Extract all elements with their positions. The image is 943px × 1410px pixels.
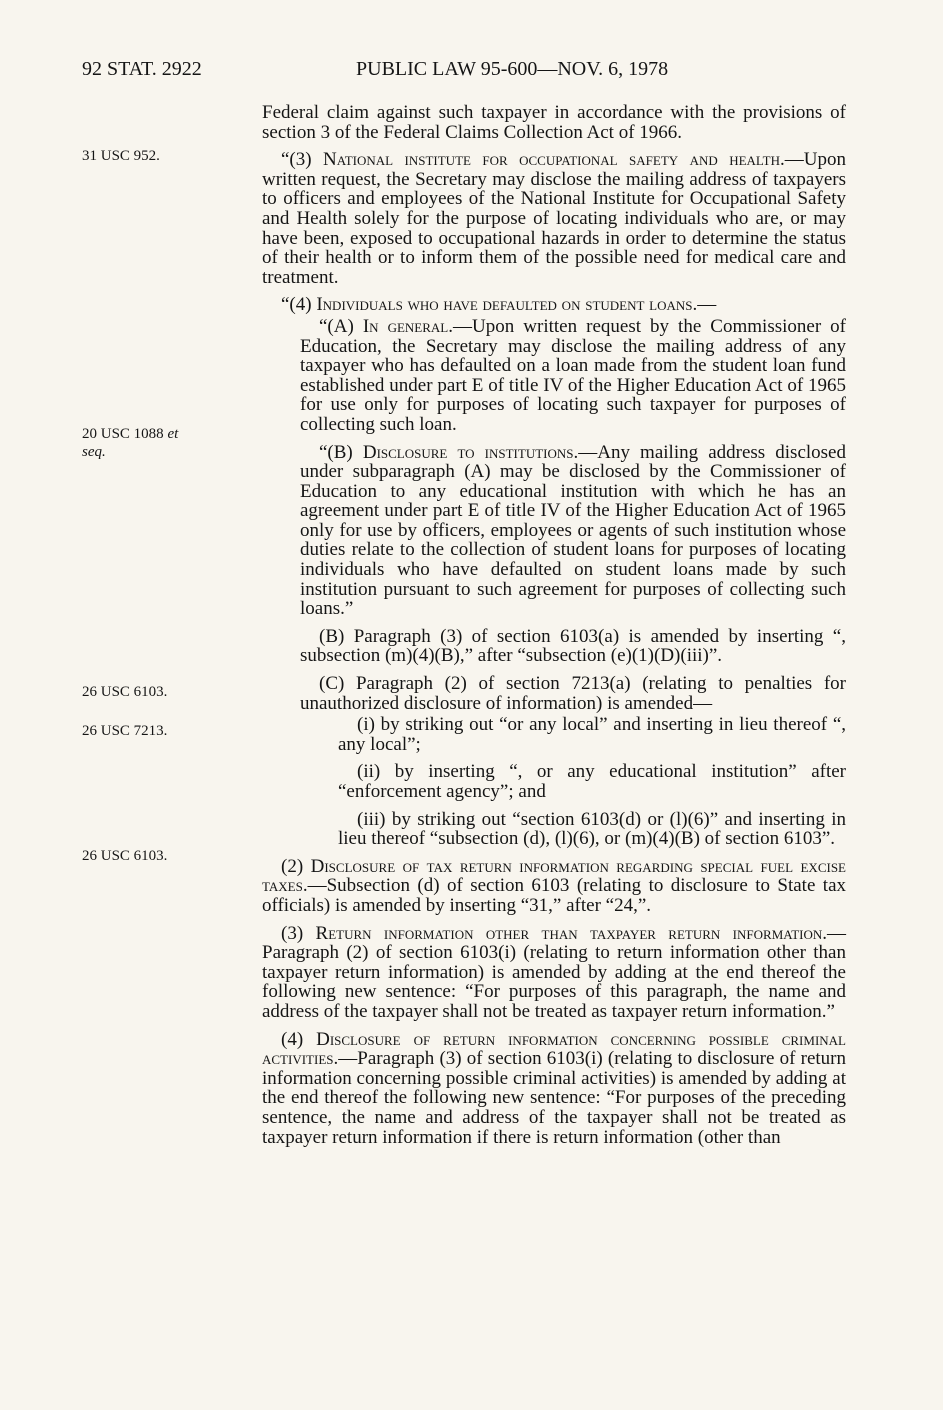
body-return-information: —Paragraph (2) of section 6103(i) (relating to return information other than taxpayer return information) is amended by adding at the end thereof the following new sentence: “For purposes of this paragraph, the name and address of the taxpayer shall not be treated as taxpayer return information.” (262, 922, 846, 1022)
heading-criminal-activities: (4) Disclosure of return information concerning possible criminal activities. (262, 1028, 846, 1070)
margin-note-26-usc-7213: 26 USC 7213. (82, 723, 168, 739)
heading-student-loans (262, 295, 846, 315)
heading-disclosure-institutions: “(B) Disclosure to institutions. (319, 441, 579, 463)
margin-note-20-usc-1088 (82, 425, 178, 461)
paragraph-amend-6103a: (B) Paragraph (3) of section 6103(a) is amended by inserting “, subsection (m)(4)(B),” after “subsection (e)(1)(D)(iii)”. (300, 625, 846, 667)
paragraph-criminal-activities (262, 1030, 846, 1148)
page-header (0, 58, 943, 84)
clause-ii: (ii) by inserting “, or any educational institution” after “enforcement agency”; and (338, 761, 846, 802)
public-law-title: PUBLIC LAW 95-600—NOV. 6, 1978 (356, 58, 669, 80)
margin-note-26-usc-6103-b: 26 USC 6103. (82, 848, 168, 864)
margin-note-31-usc-952: 31 USC 952. (82, 148, 160, 164)
paragraph-claims-collection: Federal claim against such taxpayer in accordance with the provisions of section 3 of the Federal Claims Collection Act of 1966. (262, 102, 846, 143)
margin-note-usc-1088-text: 20 USC 1088 (82, 426, 168, 442)
paragraph-special-fuel (262, 857, 846, 916)
body-special-fuel: —Subsection (d) of section 6103 (relating to disclosure to State tax officials) is amended by inserting “31,” after “24,”. (262, 875, 846, 916)
margin-note-26-usc-6103-a: 26 USC 6103. (82, 684, 168, 700)
body-criminal-activities: —Paragraph (3) of section 6103(i) (relating to disclosure of return information concerning possible criminal activities) is amended by adding at the end thereof the following new sentence: “For purposes of the preceding sentence, the name and address of the taxpayer shall not be treated as taxpayer return information if there is return information (other than (262, 1048, 846, 1148)
heading-in-general: “(A) In general. (319, 315, 454, 337)
paragraph-niosh (262, 150, 846, 287)
body-niosh: —Upon written request, the Secretary may disclose the mailing address of taxpayers to officers and employees of the National Institute for Occupational Safety and Health solely for the purpose of locating individuals who are, or may have been, exposed to occupational hazards in order to determine the status of their health or to inform them of the possible need for medical care and treatment. (262, 149, 846, 288)
body-in-general: —Upon written request by the Commissioner of Education, the Secretary may disclose the mailing address of any taxpayer who has defaulted on a loan made from the student loan fund established under part E of title IV of the Higher Education Act of 1965 for use only for purposes of locating such taxpayer for purposes of collecting such loan. (300, 315, 847, 435)
margin-note-seq: seq. (82, 444, 106, 460)
heading-niosh: “(3) National institute for occupational safety and health. (281, 149, 785, 171)
paragraph-amend-7213: (C) Paragraph (2) of section 7213(a) (relating to penalties for unauthorized disclosure of information) is amended— (300, 673, 846, 714)
paragraph-return-information (262, 924, 846, 1022)
clause-iii: (iii) by striking out “section 6103(d) or (l)(6)” and inserting in lieu thereof “subsection (d), (l)(6), or (m)(4)(B) of section 6103”. (338, 808, 846, 850)
margin-note-et: et (167, 426, 179, 442)
heading-return-information: (3) Return information other than taxpayer return information. (281, 922, 827, 944)
clause-i: (i) by striking out “or any local” and inserting in lieu thereof “, any local”; (338, 714, 846, 755)
heading-student-loans-text: “(4) Individuals who have defaulted on student loans.— (281, 294, 717, 316)
statute-body (262, 103, 846, 1147)
heading-special-fuel: (2) Disclosure of tax return information regarding special fuel excise taxes. (262, 855, 846, 897)
stat-page-number: 92 STAT. 2922 (82, 58, 202, 80)
paragraph-in-general (262, 317, 846, 435)
paragraph-disclosure-institutions (262, 443, 846, 619)
body-disclosure-institutions: —Any mailing address disclosed under subparagraph (A) may be disclosed by the Commissioner of Education to any educational institution with which he has an agreement under part E of title IV of the Higher Education Act of 1965 only for use by officers, employees or agents of such institution whose duties relate to the collection of student loans for purposes of locating individuals who have defaulted on student loans made by such institution pursuant to such agreement for purposes of collecting such loans.” (300, 441, 846, 620)
